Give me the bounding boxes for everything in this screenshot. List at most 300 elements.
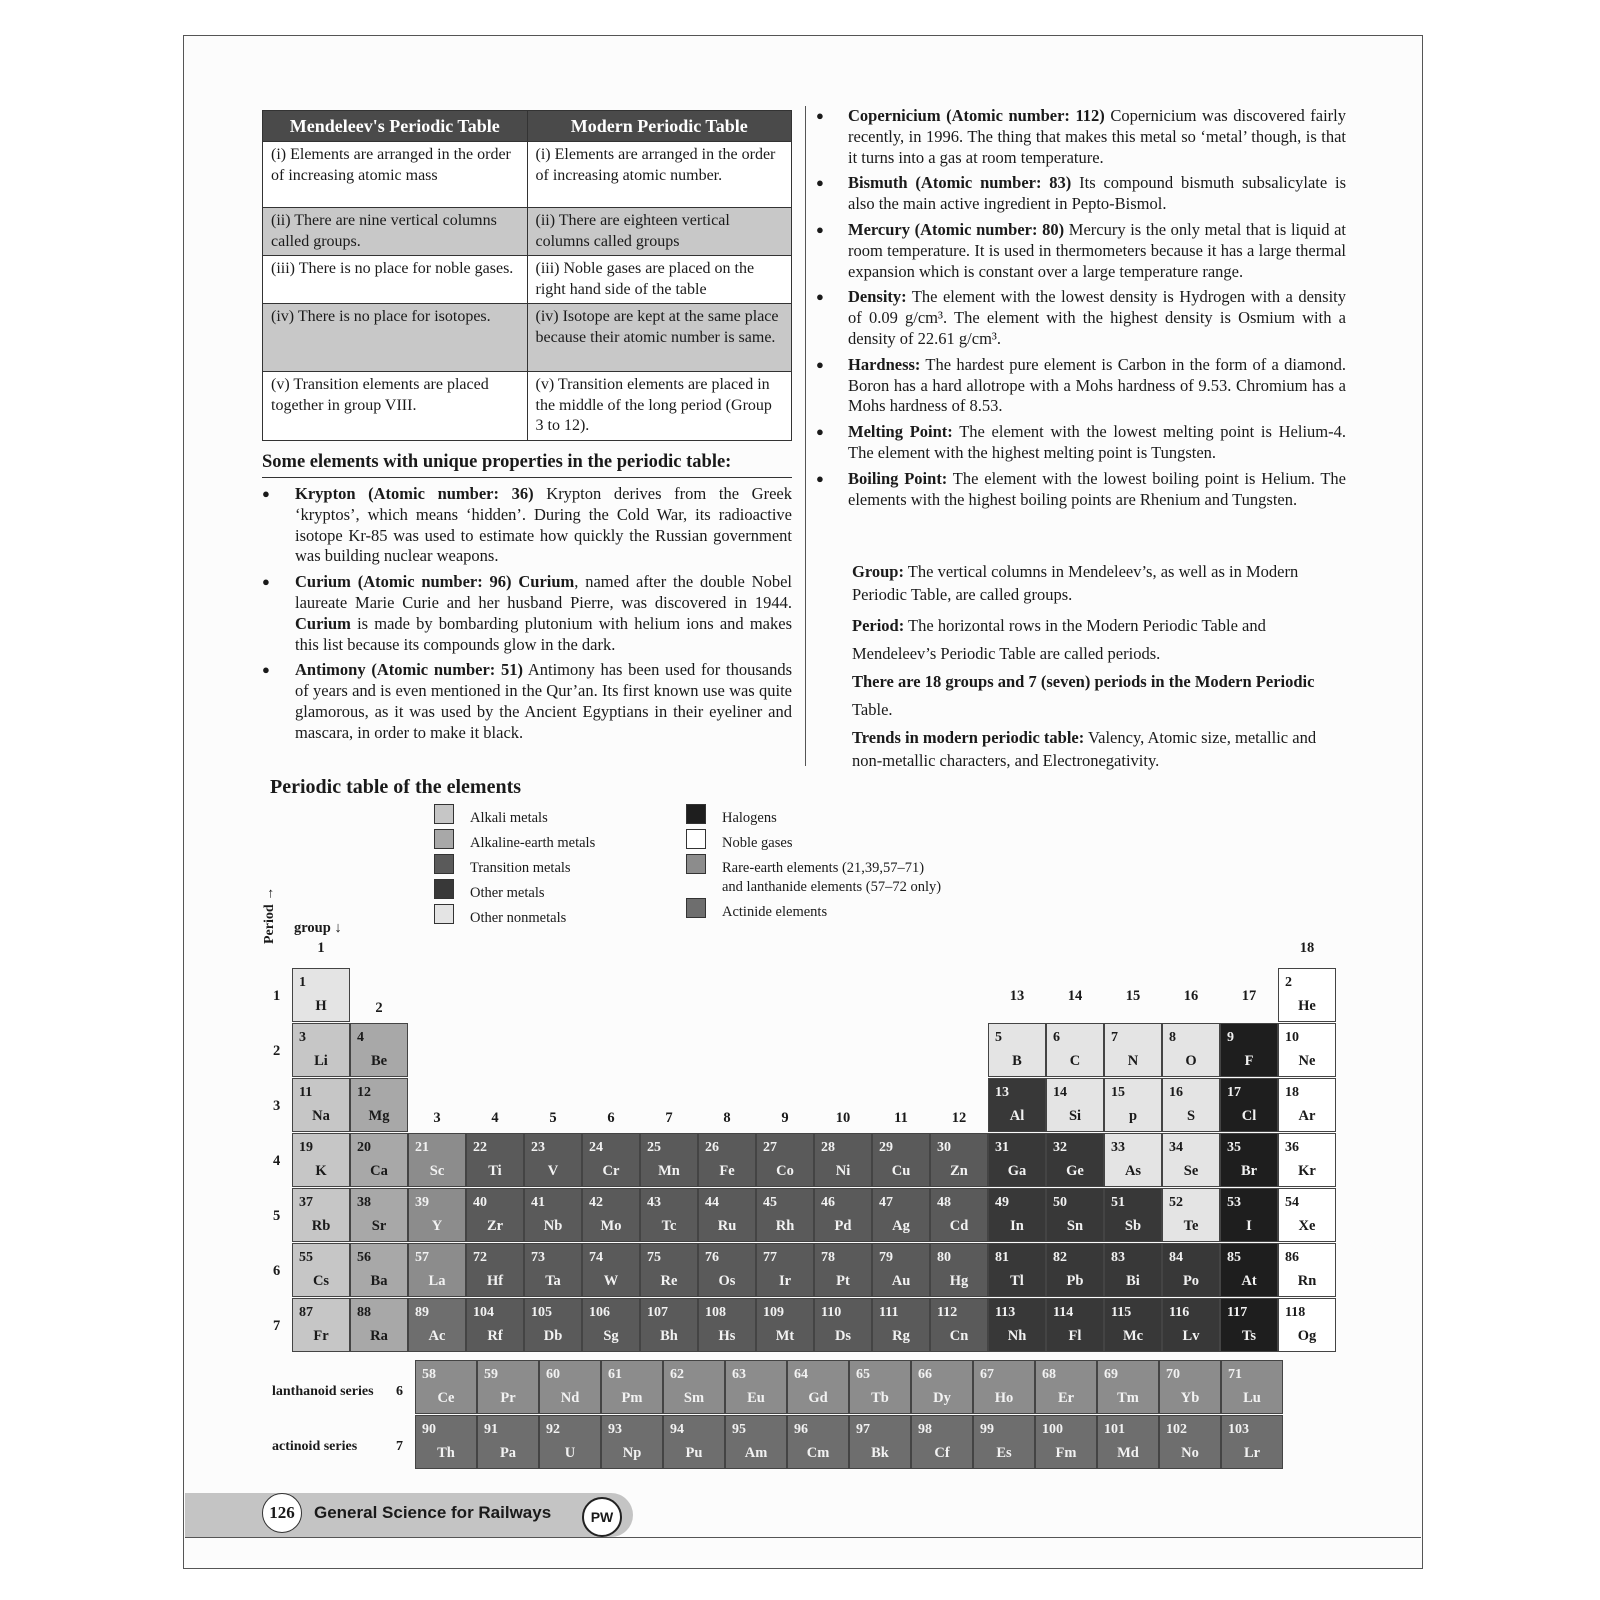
period-number: 6: [273, 1263, 281, 1279]
atomic-number: 58: [422, 1367, 436, 1382]
element-cell: [640, 1188, 698, 1242]
element-cell: [524, 1243, 582, 1297]
footer-rule: [185, 1537, 1421, 1538]
element-symbol: Cf: [934, 1445, 950, 1461]
atomic-number: 39: [415, 1195, 429, 1210]
element-cell: [1097, 1415, 1159, 1469]
atomic-number: 89: [415, 1305, 429, 1320]
element-symbol: Sn: [1066, 1218, 1084, 1234]
element-cell: [1104, 1243, 1162, 1297]
note-text: There are 18 groups and 7 (seven) periods in the Modern Periodic: [852, 672, 1315, 691]
element-symbol: Db: [543, 1328, 563, 1344]
atomic-number: 26: [705, 1140, 719, 1155]
element-cell: [350, 1078, 408, 1132]
legend-label: Alkali metals: [470, 810, 548, 826]
element-cell: [756, 1188, 814, 1242]
atomic-number: 101: [1104, 1422, 1125, 1437]
table-row: [263, 256, 792, 304]
atomic-number: 25: [647, 1140, 661, 1155]
element-symbol: Bi: [1126, 1273, 1140, 1289]
element-cell: [1104, 1298, 1162, 1352]
element-symbol: Zn: [950, 1163, 968, 1179]
group-number: 8: [723, 1110, 731, 1126]
element-symbol: Fm: [1055, 1445, 1077, 1461]
header-mendeleev: Mendeleev's Periodic Table: [263, 111, 528, 142]
comparison-table: [262, 110, 792, 441]
book-title: General Science for Railways: [314, 1503, 552, 1522]
element-cell: [988, 1243, 1046, 1297]
element-cell: [1278, 1298, 1336, 1352]
atomic-number: 75: [647, 1250, 661, 1265]
element-cell: [1046, 1023, 1104, 1077]
period-number: 2: [273, 1043, 281, 1059]
element-cell: [930, 1243, 988, 1297]
element-symbol: Yb: [1180, 1390, 1200, 1406]
element-cell: [1221, 1360, 1283, 1414]
atomic-number: 76: [705, 1250, 719, 1265]
atomic-number: 21: [415, 1140, 429, 1155]
atomic-number: 113: [995, 1305, 1016, 1320]
bullet-term: Curium: [518, 572, 575, 592]
list-item: [816, 422, 1346, 464]
element-symbol: Ne: [1298, 1053, 1316, 1069]
section-title: Some elements with unique properties in the periodic table:: [262, 452, 732, 472]
element-cell: [1278, 1133, 1336, 1187]
atomic-number: 93: [608, 1422, 622, 1437]
table-cell: (iii) There is no place for noble gases.: [263, 256, 528, 304]
element-symbol: Ag: [892, 1218, 910, 1234]
element-symbol: Pa: [499, 1445, 517, 1461]
list-item: [816, 287, 1346, 349]
element-cell: [1220, 1298, 1278, 1352]
atomic-number: 114: [1053, 1305, 1074, 1320]
element-symbol: V: [547, 1163, 559, 1179]
element-cell: [408, 1298, 466, 1352]
element-symbol: H: [315, 998, 327, 1014]
element-cell: [466, 1133, 524, 1187]
list-item: [816, 106, 1346, 168]
legend-label: Rare-earth elements (21,39,57–71): [722, 860, 925, 876]
atomic-number: 1: [299, 975, 306, 990]
bullet-text: The element with the lowest boiling point is Helium. The elements with the highest boiling points are Rhenium and Tungsten.: [848, 468, 1347, 509]
element-symbol: Ds: [834, 1328, 852, 1344]
element-symbol: Hf: [486, 1273, 504, 1289]
def-text: The vertical columns in Mendeleev’s, as well as in Modern Periodic Table, are called groups.: [852, 562, 1299, 604]
atomic-number: 9: [1227, 1030, 1234, 1045]
element-cell: [1221, 1415, 1283, 1469]
atomic-number: 92: [546, 1422, 560, 1437]
element-symbol: Ar: [1298, 1108, 1316, 1124]
groups-periods-note: [852, 668, 1346, 724]
element-cell: [988, 1133, 1046, 1187]
element-symbol: In: [1010, 1218, 1024, 1234]
element-cell: [698, 1298, 756, 1352]
atomic-number: 102: [1166, 1422, 1187, 1437]
element-cell: [698, 1188, 756, 1242]
table-cell: (i) Elements are arranged in the order of increasing atomic number.: [527, 142, 792, 208]
lanthanoid-period: 6: [396, 1384, 403, 1399]
element-cell: [601, 1360, 663, 1414]
bullet-text: Mercury is the only metal that is liquid at room temperature. It is used in thermometers because it has a large thermal expansion which is constant over a large temperature range.: [848, 219, 1346, 281]
element-cell: [1162, 1243, 1220, 1297]
element-symbol: Ga: [1007, 1163, 1027, 1179]
element-symbol: Sc: [429, 1163, 445, 1179]
bullet-text: Copernicium was discovered fairly recently, in 1996. The thing that makes this metal so ‘metal’ though, is that it turns into a gas at room temperature.: [848, 106, 1347, 167]
element-cell: [1104, 1023, 1162, 1077]
atomic-number: 41: [531, 1195, 545, 1210]
atomic-number: 13: [995, 1085, 1009, 1100]
element-symbol: Y: [431, 1218, 443, 1234]
element-symbol: Se: [1183, 1163, 1199, 1179]
period-axis-label: Period →: [262, 886, 277, 944]
element-cell: [1278, 1023, 1336, 1077]
atomic-number: 88: [357, 1305, 371, 1320]
bullet-text: is made by bombarding plutonium with helium ions and makes this list because its compounds glow in the dark.: [295, 613, 792, 654]
atomic-number: 110: [821, 1305, 842, 1320]
table-cell: (v) Transition elements are placed in the middle of the long period (Group 3 to 12).: [527, 372, 792, 441]
bullet-text: Antimony has been used for thousands of years and is even mentioned in the Qur’an. Its first known use was quite glamorous, as it was used by the Ancient Egyptians in their eyeliner and mascara, in order to make it black.: [295, 660, 792, 742]
list-item: [262, 484, 792, 567]
group-axis-label: group ↓: [294, 920, 342, 936]
element-cell: [849, 1360, 911, 1414]
element-symbol: Ce: [437, 1390, 455, 1406]
element-cell: [1162, 1078, 1220, 1132]
element-symbol: Ge: [1066, 1163, 1084, 1179]
atomic-number: 97: [856, 1422, 870, 1437]
atomic-number: 65: [856, 1367, 870, 1382]
atomic-number: 77: [763, 1250, 777, 1265]
element-symbol: Gd: [808, 1390, 828, 1406]
bullet-text: The element with the lowest density is Hydrogen with a density of 0.09 g/cm³. The element with the highest density is Osmium with a density of 22.61 g/cm³.: [848, 287, 1346, 348]
element-cell: [663, 1415, 725, 1469]
element-symbol: Pt: [836, 1273, 850, 1289]
element-cell: [725, 1360, 787, 1414]
element-cell: [350, 1188, 408, 1242]
element-symbol: Ni: [835, 1163, 851, 1179]
element-cell: [756, 1298, 814, 1352]
legend-label: Other metals: [470, 885, 545, 901]
atomic-number: 38: [357, 1195, 371, 1210]
group-number: 17: [1241, 988, 1257, 1004]
atomic-number: 87: [299, 1305, 313, 1320]
element-cell: [292, 1078, 350, 1132]
group-number: 12: [951, 1110, 967, 1126]
atomic-number: 106: [589, 1305, 610, 1320]
atomic-number: 95: [732, 1422, 746, 1437]
atomic-number: 48: [937, 1195, 951, 1210]
element-symbol: Lu: [1243, 1390, 1261, 1406]
atomic-number: 91: [484, 1422, 498, 1437]
atomic-number: 100: [1042, 1422, 1063, 1437]
element-symbol: Si: [1068, 1108, 1082, 1124]
element-symbol: Hg: [949, 1273, 969, 1289]
element-cell: [1046, 1133, 1104, 1187]
element-symbol: Hs: [718, 1328, 736, 1344]
atomic-number: 51: [1111, 1195, 1125, 1210]
atomic-number: 32: [1053, 1140, 1067, 1155]
atomic-number: 47: [879, 1195, 893, 1210]
period-number: 1: [273, 988, 281, 1004]
atomic-number: 10: [1285, 1030, 1299, 1045]
element-symbol: Lv: [1182, 1328, 1200, 1344]
atomic-number: 11: [299, 1085, 313, 1100]
element-symbol: Pb: [1066, 1273, 1084, 1289]
element-symbol: Na: [312, 1108, 330, 1124]
atomic-number: 17: [1227, 1085, 1241, 1100]
atomic-number: 15: [1111, 1085, 1125, 1100]
element-symbol: Mc: [1122, 1328, 1144, 1344]
atomic-number: 80: [937, 1250, 951, 1265]
element-symbol: W: [603, 1273, 619, 1289]
element-cell: [698, 1133, 756, 1187]
atomic-number: 109: [763, 1305, 784, 1320]
element-symbol: Es: [996, 1445, 1012, 1461]
table-cell: (iv) There is no place for isotopes.: [263, 304, 528, 372]
atomic-number: 66: [918, 1367, 932, 1382]
atomic-number: 44: [705, 1195, 719, 1210]
period-definition: [852, 612, 1346, 668]
table-cell: (iii) Noble gases are placed on the right hand side of the table: [527, 256, 792, 304]
element-cell: [1159, 1360, 1221, 1414]
group-number: 1: [317, 940, 325, 956]
legend-swatch: [434, 804, 454, 824]
element-symbol: Xe: [1298, 1218, 1316, 1234]
atomic-number: 57: [415, 1250, 429, 1265]
legend-swatch: [686, 829, 706, 849]
element-symbol: Md: [1117, 1445, 1139, 1461]
element-symbol: Te: [1183, 1218, 1199, 1234]
bullet-term: Density:: [848, 287, 907, 307]
atomic-number: 43: [647, 1195, 661, 1210]
element-symbol: Rn: [1297, 1273, 1317, 1289]
element-symbol: Rf: [487, 1328, 503, 1344]
element-cell: [814, 1243, 872, 1297]
list-item: [816, 173, 1346, 215]
element-symbol: Re: [660, 1273, 678, 1289]
atomic-number: 61: [608, 1367, 622, 1382]
atomic-number: 115: [1111, 1305, 1132, 1320]
element-cell: [1046, 1078, 1104, 1132]
atomic-number: 117: [1227, 1305, 1248, 1320]
element-symbol: Nb: [543, 1218, 563, 1234]
element-symbol: Sg: [603, 1328, 619, 1344]
element-symbol: Lr: [1243, 1445, 1261, 1461]
element-cell: [292, 1298, 350, 1352]
element-symbol: Tb: [871, 1390, 889, 1406]
element-cell: [292, 1243, 350, 1297]
bullet-text: Krypton derives from the Greek ‘kryptos’, which means ‘hidden’. During the Cold War, its radioactive isotope Kr-85 was used to estimate how quickly the Russian government was building nuclear weapons.: [295, 484, 792, 566]
atomic-number: 19: [299, 1140, 313, 1155]
element-cell: [787, 1360, 849, 1414]
element-symbol: Fr: [313, 1328, 329, 1344]
atomic-number: 14: [1053, 1085, 1067, 1100]
element-cell: [911, 1415, 973, 1469]
group-number: 13: [1009, 988, 1025, 1004]
element-cell: [466, 1243, 524, 1297]
element-cell: [1162, 1188, 1220, 1242]
period-number: 7: [273, 1318, 281, 1334]
legend-swatch: [434, 854, 454, 874]
legend-swatch: [686, 854, 706, 874]
element-cell: [849, 1415, 911, 1469]
element-symbol: Bk: [871, 1445, 889, 1461]
element-cell: [408, 1188, 466, 1242]
element-symbol: Br: [1240, 1163, 1258, 1179]
atomic-number: 29: [879, 1140, 893, 1155]
element-cell: [1046, 1298, 1104, 1352]
group-number: 10: [835, 1110, 851, 1126]
atomic-number: 23: [531, 1140, 545, 1155]
element-symbol: Ho: [994, 1390, 1014, 1406]
element-cell: [988, 1298, 1046, 1352]
element-cell: [725, 1415, 787, 1469]
element-cell: [787, 1415, 849, 1469]
element-symbol: Co: [776, 1163, 794, 1179]
atomic-number: 73: [531, 1250, 545, 1265]
element-cell: [582, 1188, 640, 1242]
actinoid-label: actinoid series: [272, 1439, 358, 1454]
element-cell: [524, 1188, 582, 1242]
lanthanoid-label: lanthanoid series: [272, 1384, 374, 1399]
atomic-number: 79: [879, 1250, 893, 1265]
atomic-number: 107: [647, 1305, 668, 1320]
element-cell: [477, 1360, 539, 1414]
table-row: [263, 208, 792, 256]
element-symbol: Fl: [1068, 1328, 1082, 1344]
atomic-number: 70: [1166, 1367, 1180, 1382]
element-cell: [292, 968, 350, 1022]
element-symbol: Bh: [660, 1328, 678, 1344]
bullet-term: Melting Point:: [848, 422, 953, 442]
element-cell: [988, 1023, 1046, 1077]
element-symbol: Nd: [560, 1390, 580, 1406]
element-cell: [292, 1133, 350, 1187]
table-cell: (iv) Isotope are kept at the same place because their atomic number is same.: [527, 304, 792, 372]
element-cell: [1278, 968, 1336, 1022]
element-symbol: Rb: [311, 1218, 331, 1234]
legend-label: and lanthanide elements (57–72 only): [722, 879, 942, 895]
element-cell: [930, 1133, 988, 1187]
element-cell: [1220, 1188, 1278, 1242]
legend-label: Noble gases: [722, 835, 793, 851]
atomic-number: 20: [357, 1140, 371, 1155]
element-cell: [1278, 1243, 1336, 1297]
element-cell: [350, 1023, 408, 1077]
element-symbol: U: [564, 1445, 576, 1461]
element-symbol: Ta: [545, 1273, 561, 1289]
element-cell: [1220, 1078, 1278, 1132]
def-term: Trends in modern periodic table:: [852, 728, 1085, 747]
atomic-number: 86: [1285, 1250, 1299, 1265]
pw-logo-icon: PW: [582, 1497, 622, 1537]
element-cell: [988, 1078, 1046, 1132]
atomic-number: 94: [670, 1422, 684, 1437]
table-row: [263, 372, 792, 441]
element-symbol: Cn: [949, 1328, 969, 1344]
element-symbol: Pd: [834, 1218, 852, 1234]
element-cell: [640, 1243, 698, 1297]
element-symbol: Tl: [1010, 1273, 1024, 1289]
atomic-number: 63: [732, 1367, 746, 1382]
atomic-number: 69: [1104, 1367, 1118, 1382]
element-cell: [911, 1360, 973, 1414]
atomic-number: 59: [484, 1367, 498, 1382]
element-cell: [350, 1243, 408, 1297]
table-cell: (ii) There are nine vertical columns called groups.: [263, 208, 528, 256]
list-item: [262, 660, 792, 743]
header-modern: Modern Periodic Table: [527, 111, 792, 142]
element-symbol: Ti: [488, 1163, 502, 1179]
atomic-number: 82: [1053, 1250, 1067, 1265]
element-cell: [1035, 1360, 1097, 1414]
element-symbol: Rh: [775, 1218, 795, 1234]
atomic-number: 78: [821, 1250, 835, 1265]
atomic-number: 49: [995, 1195, 1009, 1210]
element-cell: [292, 1188, 350, 1242]
def-text: The horizontal rows in the Modern Periodic Table and Mendeleev’s Periodic Table are called periods.: [852, 616, 1266, 663]
element-symbol: Th: [437, 1445, 455, 1461]
list-item: [816, 355, 1346, 417]
element-symbol: Os: [718, 1273, 736, 1289]
atomic-number: 27: [763, 1140, 777, 1155]
atomic-number: 36: [1285, 1140, 1299, 1155]
group-number: 15: [1125, 988, 1141, 1004]
element-cell: [872, 1243, 930, 1297]
element-symbol: Ir: [778, 1273, 792, 1289]
element-cell: [415, 1360, 477, 1414]
element-cell: [698, 1243, 756, 1297]
element-cell: [930, 1188, 988, 1242]
legend-swatch: [686, 804, 706, 824]
table-row: [263, 142, 792, 208]
atomic-number: 74: [589, 1250, 603, 1265]
element-cell: [350, 1298, 408, 1352]
element-symbol: Sm: [683, 1390, 705, 1406]
legend-swatch: [434, 904, 454, 924]
note-tail: Table.: [852, 700, 893, 719]
group-number: 4: [491, 1110, 499, 1126]
element-cell: [1104, 1078, 1162, 1132]
atomic-number: 33: [1111, 1140, 1125, 1155]
element-symbol: C: [1069, 1053, 1081, 1069]
element-cell: [1162, 1298, 1220, 1352]
atomic-number: 84: [1169, 1250, 1183, 1265]
legend-swatch: [434, 829, 454, 849]
bullet-text: The hardest pure element is Carbon in the form of a diamond. Boron has a hard allotrope with a Mohs hardness of 9.53. Chromium has a Mohs hardness of 8.53.: [848, 354, 1346, 416]
element-symbol: Tm: [1117, 1390, 1139, 1406]
element-symbol: Po: [1182, 1273, 1200, 1289]
atomic-number: 112: [937, 1305, 958, 1320]
table-row: [263, 304, 792, 372]
element-symbol: Li: [314, 1053, 328, 1069]
element-cell: [1104, 1188, 1162, 1242]
group-number: 7: [665, 1110, 673, 1126]
actinoid-period: 7: [396, 1439, 403, 1454]
element-cell: [350, 1133, 408, 1187]
element-symbol: Cm: [806, 1445, 830, 1461]
element-cell: [466, 1298, 524, 1352]
element-cell: [973, 1360, 1035, 1414]
element-cell: [756, 1243, 814, 1297]
bullet-term: Krypton (Atomic number: 36): [295, 484, 534, 503]
atomic-number: 85: [1227, 1250, 1241, 1265]
element-symbol: N: [1127, 1053, 1139, 1069]
atomic-number: 34: [1169, 1140, 1183, 1155]
element-cell: [872, 1298, 930, 1352]
atomic-number: 7: [1111, 1030, 1118, 1045]
element-symbol: Ra: [370, 1328, 388, 1344]
left-bullets: [262, 484, 792, 749]
